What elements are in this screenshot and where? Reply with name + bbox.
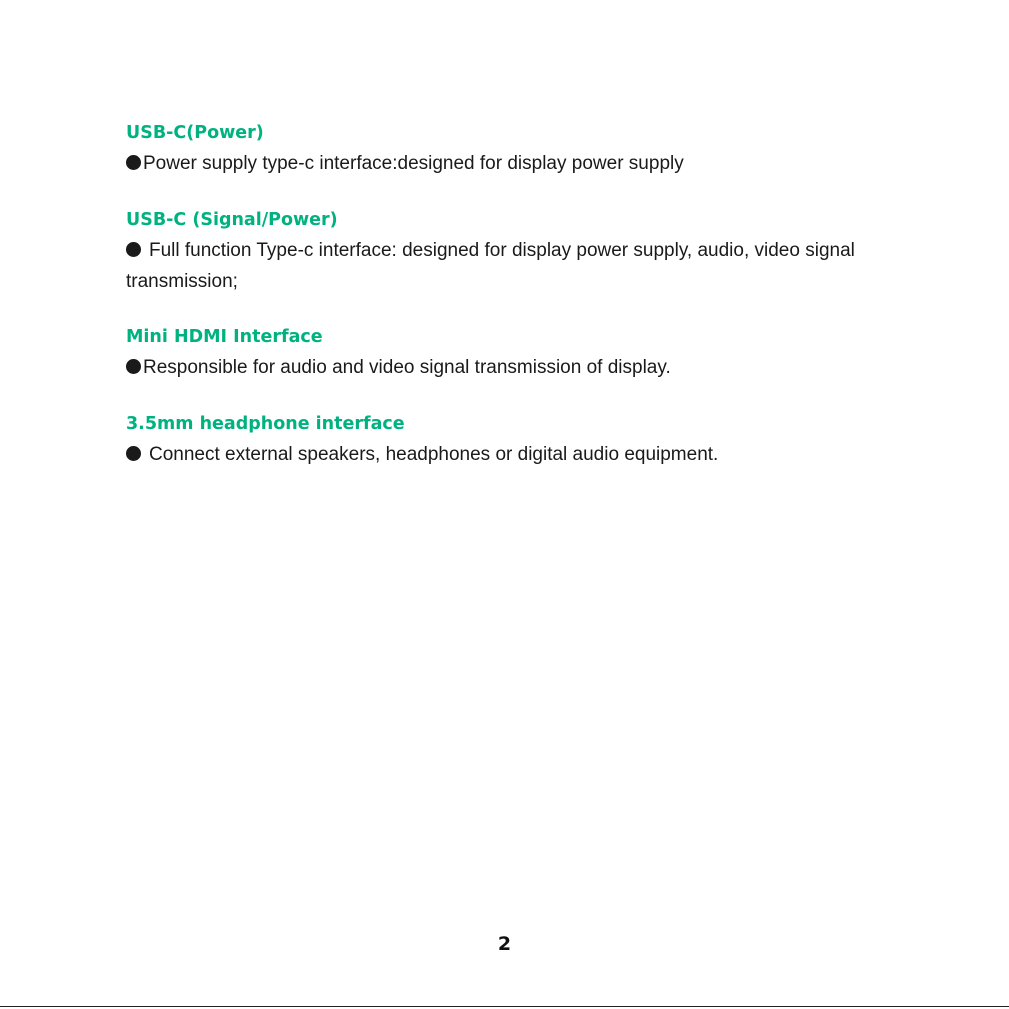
page-number: 2 bbox=[497, 933, 512, 955]
section-heading: USB-C(Power) bbox=[126, 123, 264, 143]
description-text: Responsible for audio and video signal transmission of display. bbox=[143, 357, 671, 378]
bullet-icon bbox=[126, 359, 141, 374]
section-heading: 3.5mm headphone interface bbox=[126, 414, 405, 434]
section-description bbox=[126, 352, 886, 383]
bullet-icon bbox=[126, 242, 141, 257]
section-heading: Mini HDMI Interface bbox=[126, 327, 323, 347]
bullet-icon bbox=[126, 446, 141, 461]
description-text: Power supply type-c interface:designed for display power supply bbox=[143, 153, 684, 174]
section-mini-hdmi bbox=[126, 326, 886, 383]
section-usb-c-power bbox=[126, 122, 886, 179]
section-description bbox=[126, 235, 886, 297]
description-text: Full function Type-c interface: designed for display power supply, audio, video signal transmission; bbox=[126, 240, 855, 292]
section-description bbox=[126, 439, 886, 470]
description-text: Connect external speakers, headphones or digital audio equipment. bbox=[149, 444, 719, 465]
section-usb-c-signal-power bbox=[126, 209, 886, 297]
section-heading: USB-C (Signal/Power) bbox=[126, 210, 338, 230]
section-headphone-interface bbox=[126, 413, 886, 470]
page-bottom-rule bbox=[0, 1006, 1009, 1007]
section-description bbox=[126, 148, 886, 179]
bullet-icon bbox=[126, 155, 141, 170]
